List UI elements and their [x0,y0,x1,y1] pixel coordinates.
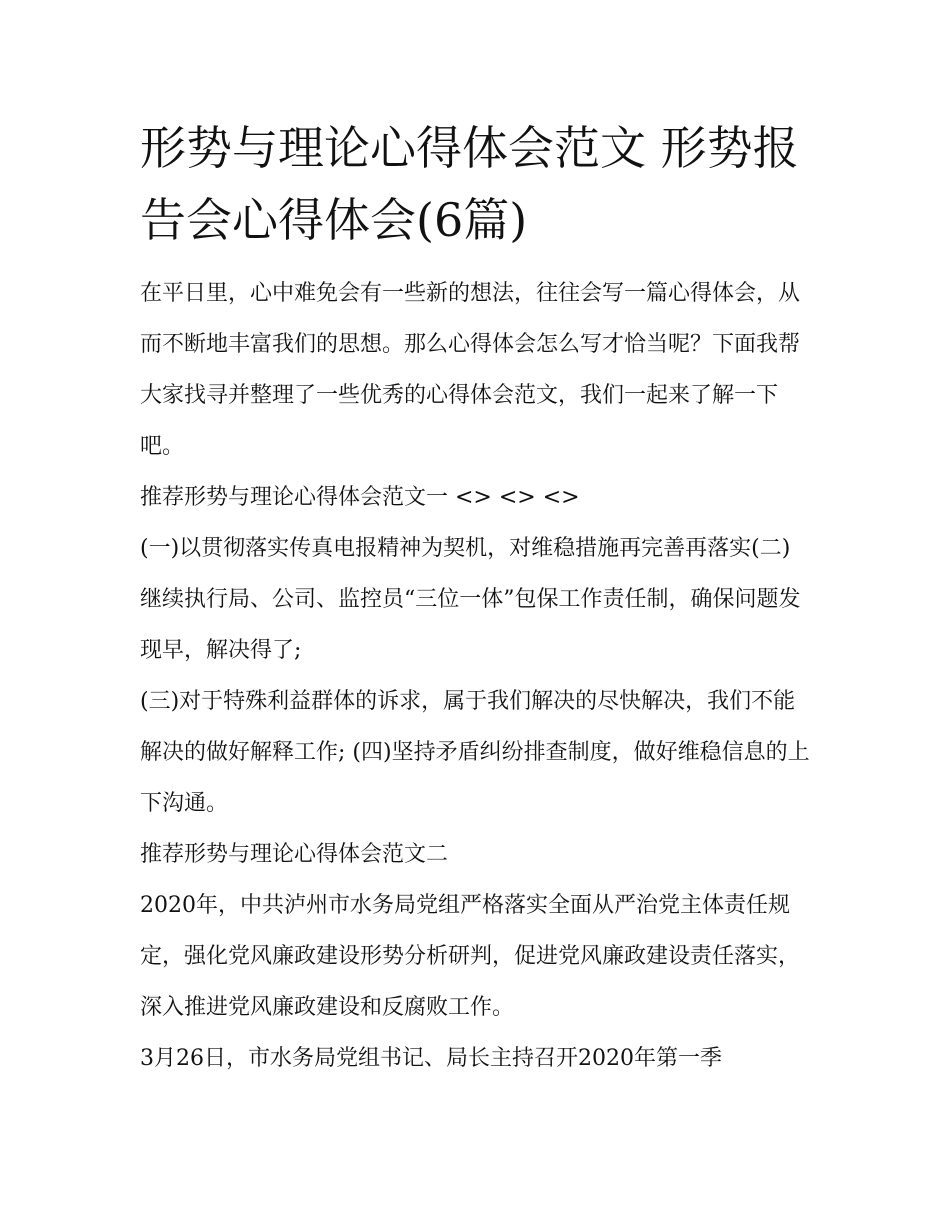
paragraph-measures-1-2: (一)以贯彻落实传真电报精神为契机，对维稳措施再完善再落实(二)继续执行局、公司、监控员“三位一体”包保工作责任制，确保问题发现早，解决得了; [140,536,801,663]
paragraph-measures-3-4: (三)对于特殊利益群体的诉求，属于我们解决的尽快解决，我们不能解决的做好解释工作; (四)坚持矛盾纠纷排查制度，做好维稳信息的上下沟通。 [140,689,810,816]
section-heading-2: 推荐形势与理论心得体会范文二 [140,842,449,867]
paragraph-2020-summary: 2020年，中共泸州市水务局党组严格落实全面从严治党主体责任规定，强化党风廉政建设形势分析研判，促进党风廉政建设责任落实，深入推进党风廉政建设和反腐败工作。 [140,893,801,1020]
paragraph-intro: 在平日里，心中难免会有一些新的想法，往往会写一篇心得体会，从而不断地丰富我们的思想。那么心得体会怎么写才恰当呢？下面我帮大家找寻并整理了一些优秀的心得体会范文，我们一起来了解一下吧。 [140,281,801,459]
document-body [140,268,812,1084]
section-heading-1: 推荐形势与理论心得体会范文一 <> <> <> [140,485,580,510]
document-title: 形势与理论心得体会范文 形势报告会心得体会(6篇) [140,121,799,247]
paragraph-march-meeting: 3月26日，市水务局党组书记、局长主持召开2020年第一季 [140,1046,722,1071]
